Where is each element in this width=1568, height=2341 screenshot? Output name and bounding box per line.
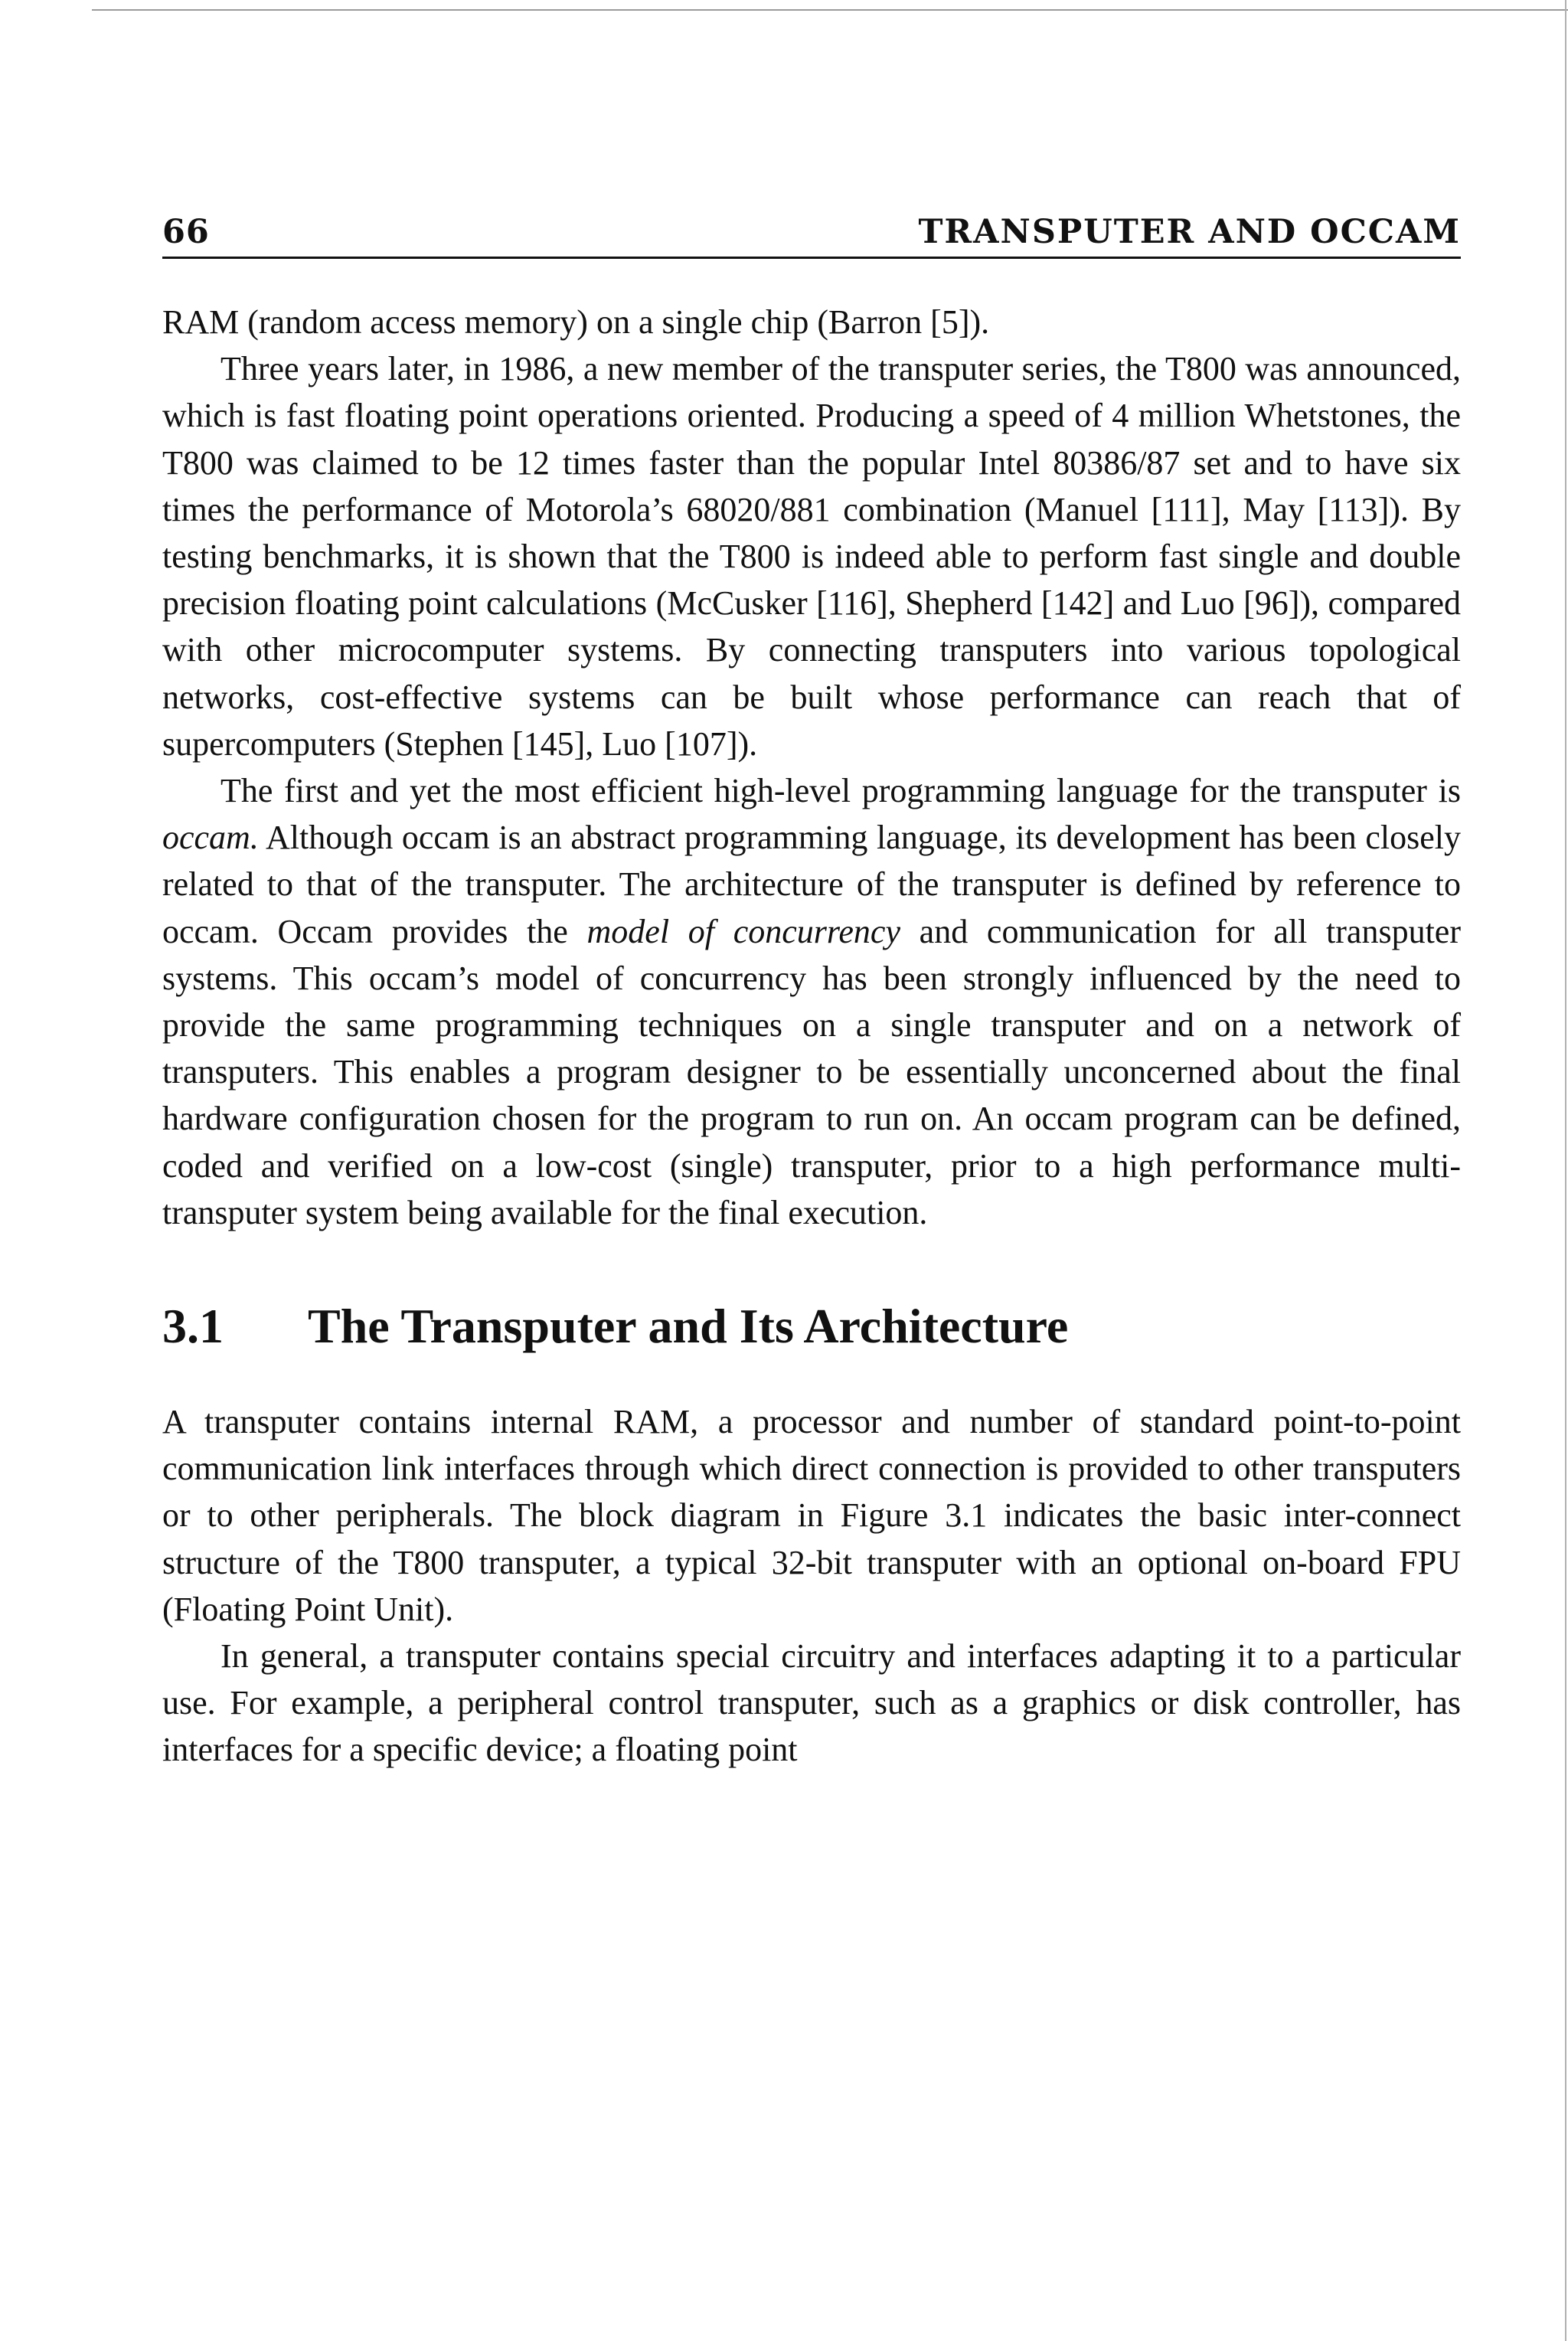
- body-text-top: [162, 299, 1461, 1236]
- text-run: RAM (random access memory) on a single chip (Barron [5]).: [162, 303, 990, 341]
- paragraph: [162, 1398, 1461, 1633]
- section-title: The Transputer and Its Architecture: [308, 1299, 1069, 1354]
- paragraph: [162, 1633, 1461, 1774]
- book-page: [162, 213, 1461, 1774]
- text-run: Although occam is an abstract programming language, its development has been closely related to that of the transputer. The architecture of the transputer is defined by reference to occam. Occam provides the: [162, 819, 1461, 950]
- italic-text: occam.: [162, 819, 259, 857]
- text-run: The first and yet the most efficient high-level programming language for the transputer is: [220, 772, 1461, 810]
- scan-right-edge: [1565, 0, 1566, 2341]
- text-run: Three years later, in 1986, a new member of the transputer series, the T800 was announced, which is fast floating point operations oriented. Producing a speed of 4 million Whetstones, the T800 was claimed to be 12 times faster than the popular Intel 80386/87 set and to have six times the performance of Motorola’s 68020/881 combination (Manuel [111], May [113]). By testing benchmarks, it is shown that the T800 is indeed able to perform fast single and double precision floating point calculations (McCusker [116], Shepherd [142] and Luo [96]), compared with other microcomputer systems. By connecting transputers into various topological networks, cost-effective systems can be built whose performance can reach that of supercomputers (Stephen [145], Luo [107]).: [162, 350, 1461, 763]
- scan-top-rule: [92, 9, 1568, 11]
- paragraph: [162, 345, 1461, 767]
- text-run: and communication for all transputer systems. This occam’s model of concurrency has been strongly influenced by the need to provide the same programming techniques on a single transputer and on a network of transputers. This enables a program designer to be essentially unconcerned about the final hardware configuration chosen for the program to run on. An occam program can be defined, coded and verified on a low-cost (single) transputer, prior to a high performance multi-transputer system being available for the final execution.: [162, 912, 1461, 1231]
- section-heading: [162, 1299, 1461, 1354]
- body-text-bottom: [162, 1398, 1461, 1774]
- text-run: In general, a transputer contains special circuitry and interfaces adapting it to a particular use. For example, a peripheral control transputer, such as a graphics or disk controller, has interfaces for a specific device; a floating point: [162, 1637, 1461, 1769]
- section-number: 3.1: [162, 1299, 224, 1354]
- paragraph: [162, 299, 1461, 345]
- page-number: 66: [162, 213, 210, 251]
- running-title: TRANSPUTER AND OCCAM: [918, 213, 1461, 251]
- paragraph: [162, 767, 1461, 1236]
- italic-text: model of concurrency: [586, 912, 900, 950]
- text-run: A transputer contains internal RAM, a processor and number of standard point-to-point communication link interfaces through which direct connection is provided to other transputers or to other peripherals. The block diagram in Figure 3.1 indicates the basic inter-connect structure of the T800 transputer, a typical 32-bit transputer with an optional on-board FPU (Floating Point Unit).: [162, 1403, 1461, 1628]
- running-head: [162, 213, 1461, 259]
